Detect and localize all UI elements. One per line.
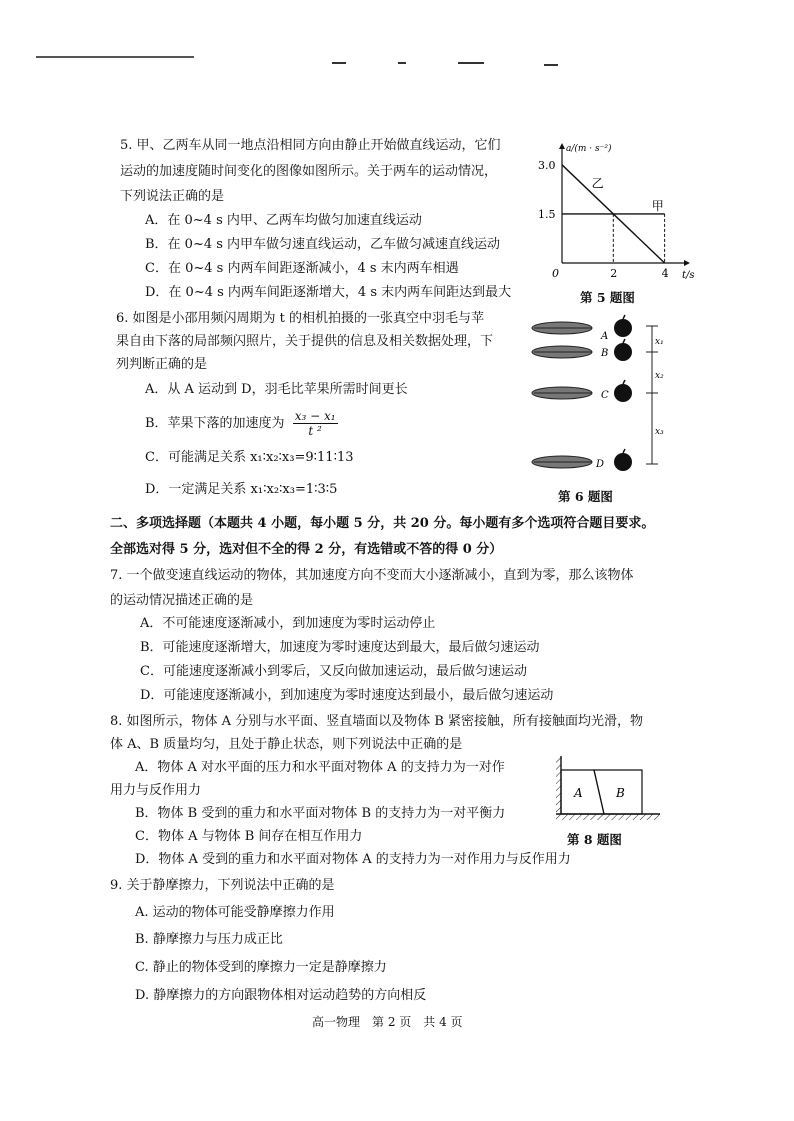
- q7-option-a: A．不可能速度逐渐减小，到加速度为零时运动停止: [140, 616, 436, 631]
- series-label-yi: 乙: [591, 176, 604, 191]
- q7-option-d: D．可能速度逐渐减小，到加速度为零时速度达到最小，最后做匀速运动: [140, 688, 554, 703]
- q6-stem-line-3: 列判断正确的是: [116, 357, 208, 372]
- point-label-c: C: [601, 390, 609, 401]
- q7-option-c: C．可能速度逐渐减小到零后，又反向做加速运动，最后做匀速运动: [140, 664, 527, 679]
- distance-label-x1: x₁: [655, 337, 664, 347]
- q6-fraction-denominator: t ²: [308, 424, 322, 438]
- page-footer: 高一物理 第 2 页 共 4 页: [312, 1015, 463, 1029]
- q9-option-c: C. 静止的物体受到的摩擦力一定是静摩擦力: [135, 960, 387, 975]
- feather-icon: [532, 322, 592, 334]
- q6-strobe-photo: [530, 312, 680, 482]
- q9-option-d: D. 静摩擦力的方向跟物体相对运动趋势的方向相反: [135, 988, 427, 1003]
- feather-icon: [532, 387, 592, 399]
- q6-fraction-numerator: x₃ − x₁: [294, 409, 336, 423]
- point-label-b: B: [601, 348, 609, 359]
- feather-icon: [532, 346, 592, 358]
- q8-option-b: B．物体 B 受到的重力和水平面对物体 B 的支持力为一对平衡力: [135, 806, 506, 821]
- point-label-a: A: [601, 331, 609, 342]
- section2-heading-line-2: 全部选对得 5 分，选对但不全的得 2 分，有选错或不答的得 0 分）: [110, 542, 503, 557]
- apple-icon: [614, 315, 632, 337]
- q9-option-a: A. 运动的物体可能受静摩擦力作用: [135, 905, 335, 920]
- q5-stem-line-2: 运动的加速度随时间变化的图像如图所示。关于两车的运动情况，: [120, 164, 498, 179]
- q6-option-d: D．一定满足关系 x₁∶x₂∶x₃=1∶3∶5: [145, 482, 338, 497]
- q9-option-b: B. 静摩擦力与压力成正比: [135, 932, 283, 947]
- q7-stem-line-2: 的运动情况描述正确的是: [110, 593, 254, 608]
- block-b-label: B: [616, 786, 625, 800]
- q5-stem-line-3: 下列说法正确的是: [120, 189, 225, 204]
- q8-figure-caption: 第 8 题图: [567, 832, 622, 847]
- q6-option-b: [145, 409, 338, 438]
- q8-option-c: C．物体 A 与物体 B 间存在相互作用力: [135, 829, 363, 844]
- q5-option-c: C．在 0~4 s 内两车间距逐渐减小，4 s 末内两车相遇: [145, 261, 459, 276]
- x-axis-label: t/s: [682, 270, 695, 281]
- x-tick-label-4: 4: [661, 267, 669, 280]
- q5-stem-line-1: 5. 甲、乙两车从同一地点沿相同方向由静止开始做直线运动，它们: [120, 138, 501, 153]
- q5-acceleration-chart: [530, 138, 710, 288]
- feather-icon: [532, 456, 592, 468]
- header-mark: [332, 62, 346, 64]
- origin-label: 0: [552, 267, 559, 280]
- q6-option-c: C．可能满足关系 x₁∶x₂∶x₃=9∶11∶13: [145, 450, 354, 465]
- q6-option-b-fraction: [293, 409, 338, 438]
- q6-stem-line-2: 果自由下落的局部频闪照片，关于提供的信息及相关数据处理，下: [116, 334, 494, 349]
- x-tick-label-2: 2: [610, 267, 618, 280]
- q7-option-b: B．可能速度逐渐增大，加速度为零时速度达到最大，最后做匀速运动: [140, 640, 540, 655]
- q6-option-a: A．从 A 运动到 D，羽毛比苹果所需时间更长: [145, 382, 408, 397]
- apple-icon: [614, 339, 632, 361]
- header-rule: [36, 56, 194, 58]
- q6-stem-line-1: 6. 如图是小邵用频闪周期为 t 的相机拍摄的一张真空中羽毛与苹: [116, 311, 485, 326]
- y-axis-label: a/(m · s⁻²): [566, 144, 612, 154]
- x-axis-arrow: [684, 260, 690, 266]
- q8-option-a-line-2: 用力与反作用力: [110, 783, 202, 798]
- q7-stem-line-1: 7. 一个做变速直线运动的物体，其加速度方向不变而大小逐渐减小，直到为零，那么该物体: [110, 568, 634, 583]
- q5-figure-caption: 第 5 题图: [580, 290, 635, 305]
- section2-heading-line-1: 二、多项选择题（本题共 4 小题，每小题 5 分，共 20 分。每小题有多个选项符合题目要求。: [110, 516, 655, 531]
- header-mark: [398, 62, 406, 64]
- y-axis-arrow: [559, 143, 565, 149]
- ground: [556, 814, 660, 820]
- q8-stem-line-1: 8. 如图所示，物体 A 分别与水平面、竖直墙面以及物体 B 紧密接触，所有接触面均光滑，物: [110, 714, 644, 729]
- apple-icon: [614, 380, 632, 402]
- apple-icon: [614, 449, 632, 471]
- point-label-d: D: [596, 459, 605, 470]
- q8-option-a-line-1: A．物体 A 对水平面的压力和水平面对物体 A 的支持力为一对作: [135, 760, 505, 775]
- header-mark: [544, 64, 558, 66]
- series-label-jia: 甲: [651, 198, 664, 213]
- distance-label-x2: x₂: [655, 371, 664, 381]
- q5-option-a: A．在 0~4 s 内甲、乙两车均做匀加速直线运动: [145, 213, 422, 228]
- header-mark: [458, 62, 484, 64]
- q6-option-b-prefix: B．苹果下落的加速度为: [145, 416, 285, 431]
- q8-blocks-diagram: [552, 752, 664, 824]
- wall: [556, 756, 561, 814]
- q8-option-d: D．物体 A 受到的重力和水平面对物体 A 的支持力为一对作用力与反作用力: [135, 852, 571, 867]
- block-a-label: A: [574, 786, 583, 800]
- q5-option-d: D．在 0~4 s 内两车间距逐渐增大，4 s 末内两车间距达到最大: [145, 285, 512, 300]
- y-tick-label-1-5: 1.5: [538, 207, 556, 221]
- distance-label-x3: x₃: [655, 427, 664, 437]
- q8-stem-line-2: 体 A、B 质量均匀，且处于静止状态，则下列说法中正确的是: [110, 737, 463, 752]
- q9-stem: 9. 关于静摩擦力，下列说法中正确的是: [110, 878, 335, 893]
- q6-figure-caption: 第 6 题图: [558, 489, 613, 504]
- q5-option-b: B．在 0~4 s 内甲车做匀速直线运动，乙车做匀减速直线运动: [145, 237, 501, 252]
- y-tick-label-3: 3.0: [538, 158, 556, 172]
